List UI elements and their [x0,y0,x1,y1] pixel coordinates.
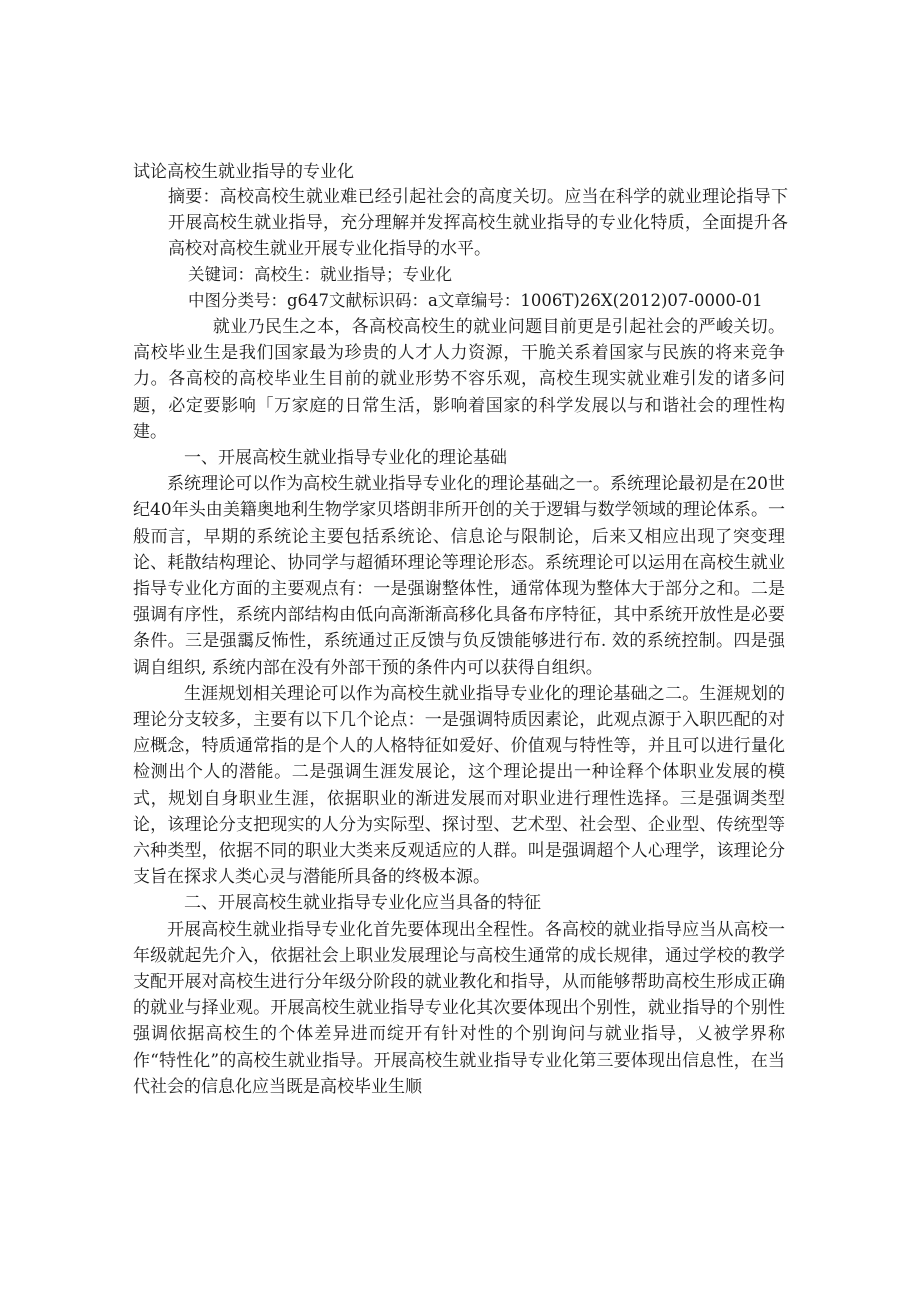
paragraph-intro: 就业乃民生之本，各高校高校生的就业问题目前更是引起社会的严峻关切。高校毕业生是我们国家最为珍贵的人才人力资源，干脆关系着国家与民族的将来竞争力。各高校的高校毕业生目前的就业形势不容乐观，高校生现实就业难引发的诸多问题，必定要影响「万家庭的日常生活，影响着国家的科学发展以与和谐社会的理性构建。 [133,317,785,442]
paragraph-career-planning: 生涯规划相关理论可以作为高校生就业指导专业化的理论基础之二。生涯规划的理论分支较多，主要有以下几个论点：一是强调特质因素论，此观点源于入职匹配的对应概念，特质通常指的是个人的人格特征如爱好、价值观与特性等，并且可以进行量化检测出个人的潜能。二是强调生涯发展论，这个理论提出一种诠释个体职业发展的模式，规划自身职业生涯，依据职业的渐进发展而对职业进行理性选择。三是强调类型论，该理论分支把现实的人分为实际型、探讨型、艺术型、社会型、企业型、传统型等六种类型，依据不同的职业大类来反观适应的人群。叫是强调超个人心理学，该理论分支旨在探求人类心灵与潜能所具备的终极本源。 [133,683,785,888]
paragraph-features: 开展高校生就业指导专业化首先要体现出全程性。各高校的就业指导应当从高校一年级就起先介入，依据社会上职业发展理论与高校生通常的成长规律，通过学校的教学支配开展对高校生进行分年级分阶段的就业教化和指导，从而能够帮助高校生形成正确的就业与择业观。开展高校生就业指导专业化其次要体现出个别性，就业指导的个别性强调依据高校生的个体差异进而绽开有针对性的个别询问与就业指导，乂被学界称作“特性化”的高校生就业指导。开展高校生就业指导专业化第三要体现出信息性，在当代社会的信息化应当既是高校毕业生顺 [133,919,785,1097]
keywords: 关键词：高校生：就业指导；专业化 [188,265,452,284]
paragraph-systems-theory: 系统理论可以作为高校生就业指导专业化的理论基础之一。系统理论最初是在20世纪40年头由美籍奥地利生物学家贝塔朗非所开创的关于逻辑与数学领域的理论体系。一般而言，早期的系统论主要包括系统论、信息论与限制论，后来又相应出现了突变理论、耗散结构理论、协同学与超循环理论等理论形态。系统理论可以运用在高校生就业指导专业化方面的主要观点有：一是强谢整体性，通常体现为整体大于部分之和。二是强调有序性，系统内部结构由低向高渐渐高移化具备布序特征，其中系统开放性是必要条件。三是强靄反怖性，系统通过正反馈与负反馈能够进行布. 效的系统控制。四是强调自组织, 系统内部在没有外部干预的条件内可以获得自组织。 [133,474,785,678]
section-heading-1: 一、开展高校生就业指导专业化的理论基础 [184,448,507,469]
abstract: 摘要：高校高校生就业难已经引起社会的高度关切。应当在科学的就业理论指导下开展高校生就业指导，充分理解并发挥高校生就业指导的专业化特质，全面提升各高校对高校生就业开展专业化指导的水平。 [168,187,788,259]
classification-info: 中图分类号：g647文献标识码：a文章编号：1006T)26X(2012)07-0000-01 [188,291,763,310]
section-heading-2: 二、开展高校生就业指导专业化应当具备的特征 [184,893,541,914]
body-text [133,314,785,1100]
document-title: 试论高校生就业指导的专业化 [133,162,354,182]
